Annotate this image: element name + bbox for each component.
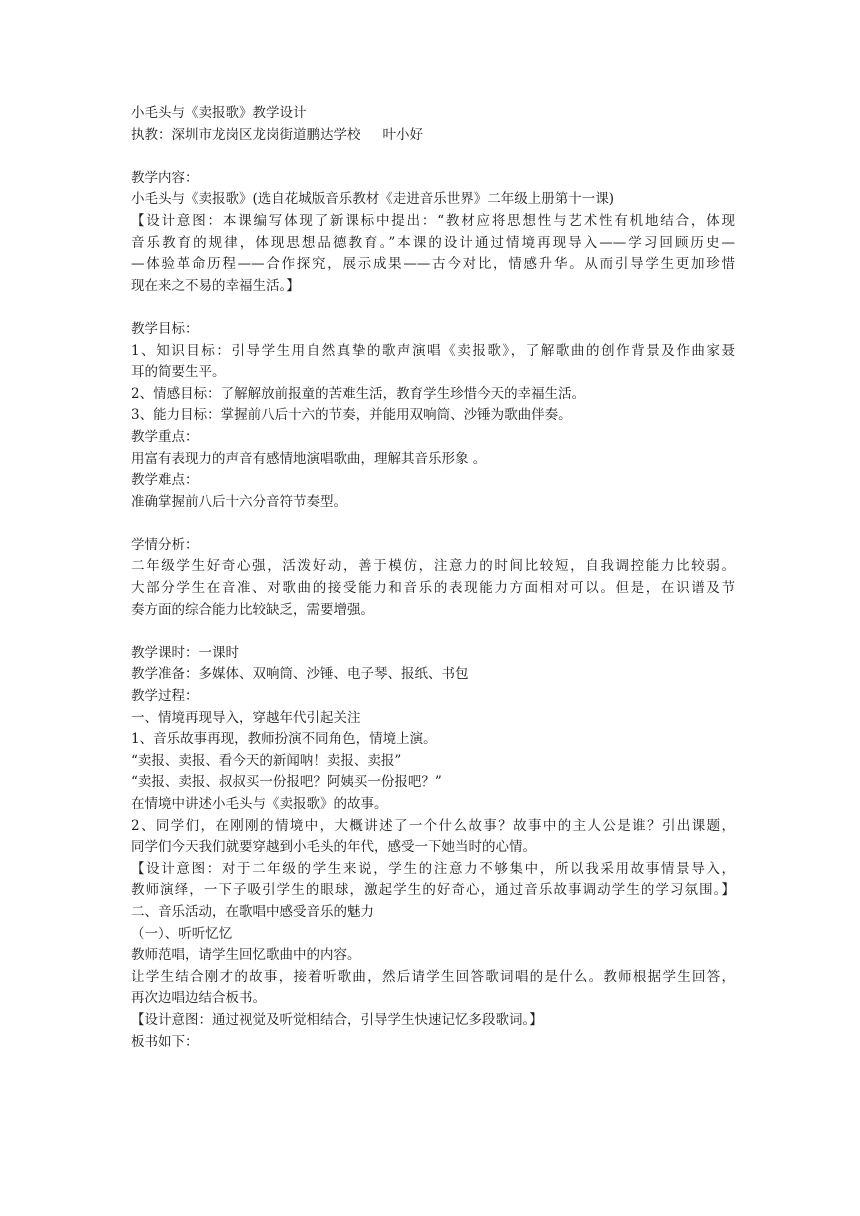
key-heading: 教学重点： xyxy=(131,428,199,445)
intent-line: —体验革命历程——合作探究，展示成果——古今对比，情感升华。从而引导学生更加珍惜 xyxy=(131,256,735,273)
intent-line: 【设计意图：本课编写体现了新课标中提出：“教材应将思想性与艺术性有机地结合，体现 xyxy=(131,212,735,229)
process-line: 让学生结合刚才的故事，接着听歌曲，然后请学生回答歌词唱的是什么。教师根据学生回答， xyxy=(131,968,735,985)
difficulty-text: 准确掌握前八后十六分音符节奏型。 xyxy=(131,493,347,510)
analysis-heading: 学情分析： xyxy=(131,536,199,553)
author-line xyxy=(131,125,735,147)
process-line: 教师演绎，一下子吸引学生的眼球，激起学生的好奇心，通过音乐故事调动学生的学习氛围。】 xyxy=(131,882,735,899)
process-line: 板书如下： xyxy=(131,1033,199,1050)
intent-line: 现在来之不易的幸福生活。】 xyxy=(131,277,300,294)
process-line: 同学们今天我们就要穿越到小毛头的年代，感受一下她当时的心情。 xyxy=(131,839,536,856)
goal-line: 耳的简要生平。 xyxy=(131,364,226,381)
goals-heading: 教学目标： xyxy=(131,320,199,337)
process-line: 一、情境再现导入，穿越年代引起关注 xyxy=(131,709,361,726)
process-line: 2、同学们，在刚刚的情境中，大概讲述了一个什么故事？故事中的主人公是谁？引出课题， xyxy=(131,817,735,834)
analysis-line: 奏方面的综合能力比较缺乏，需要增强。 xyxy=(131,601,374,618)
document-page xyxy=(131,103,735,1053)
process-line: “卖报、卖报、看今天的新闻呐！卖报、卖报” xyxy=(131,752,402,769)
document-title: 小毛头与《卖报歌》教学设计 xyxy=(131,105,307,121)
hours-line: 教学课时：一课时 xyxy=(131,644,239,661)
process-heading: 教学过程： xyxy=(131,688,199,705)
spacer xyxy=(131,513,735,535)
author-school: 执教：深圳市龙岗区龙岗街道鹏达学校 xyxy=(131,126,361,143)
process-line: （一）、听听忆忆 xyxy=(131,925,233,942)
difficulty-heading: 教学难点： xyxy=(131,472,199,489)
spacer xyxy=(131,621,735,643)
process-line: 【设计意图：通过视觉及听觉相结合，引导学生快速记忆多段歌词。】 xyxy=(131,1011,543,1028)
analysis-line: 大部分学生在音准、对歌曲的接受能力和音乐的表现能力方面相对可以。但是，在识谱及节 xyxy=(131,580,735,597)
spacer xyxy=(131,146,735,168)
process-line: 1、音乐故事再现，教师扮演不同角色，情境上演。 xyxy=(131,731,437,748)
process-line: 二、音乐活动，在歌唱中感受音乐的魅力 xyxy=(131,903,374,920)
process-line: 【设计意图：对于二年级的学生来说，学生的注意力不够集中，所以我采用故事情景导入， xyxy=(131,860,735,877)
process-line: 在情境中讲述小毛头与《卖报歌》的故事。 xyxy=(131,796,388,812)
goal-line: 1、知识目标：引导学生用自然真挚的歌声演唱《卖报歌》，了解歌曲的创作背景及作曲家聂 xyxy=(131,342,735,359)
author-name: 叶小好 xyxy=(382,126,423,143)
prep-line: 教学准备：多媒体、双响筒、沙锤、电子琴、报纸、书包 xyxy=(131,666,469,683)
goal-line: 3、能力目标：掌握前八后十六的节奏，并能用双响筒、沙锤为歌曲伴奏。 xyxy=(131,407,572,424)
process-line: 再次边唱边结合板书。 xyxy=(131,990,266,1007)
content-text: 小毛头与《卖报歌》(选自花城版音乐教材《走进音乐世界》二年级上册第十一课) xyxy=(131,191,615,208)
spacer xyxy=(131,297,735,319)
goal-line: 2、情感目标：了解解放前报童的苦难生活，教育学生珍惜今天的幸福生活。 xyxy=(131,385,586,402)
key-text: 用富有表现力的声音有感情地演唱歌曲，理解其音乐形象 。 xyxy=(131,450,487,467)
content-heading: 教学内容： xyxy=(131,169,199,186)
process-line: “卖报、卖报、叔叔买一份报吧？阿姨买一份报吧？” xyxy=(131,774,442,791)
process-line: 教师范唱，请学生回忆歌曲中的内容。 xyxy=(131,947,361,964)
intent-line: 音乐教育的规律，体现思想品德教育。”本课的设计通过情境再现导入——学习回顾历史— xyxy=(131,234,735,251)
analysis-line: 二年级学生好奇心强，活泼好动，善于模仿，注意力的时间比较短，自我调控能力比较弱。 xyxy=(131,558,735,575)
